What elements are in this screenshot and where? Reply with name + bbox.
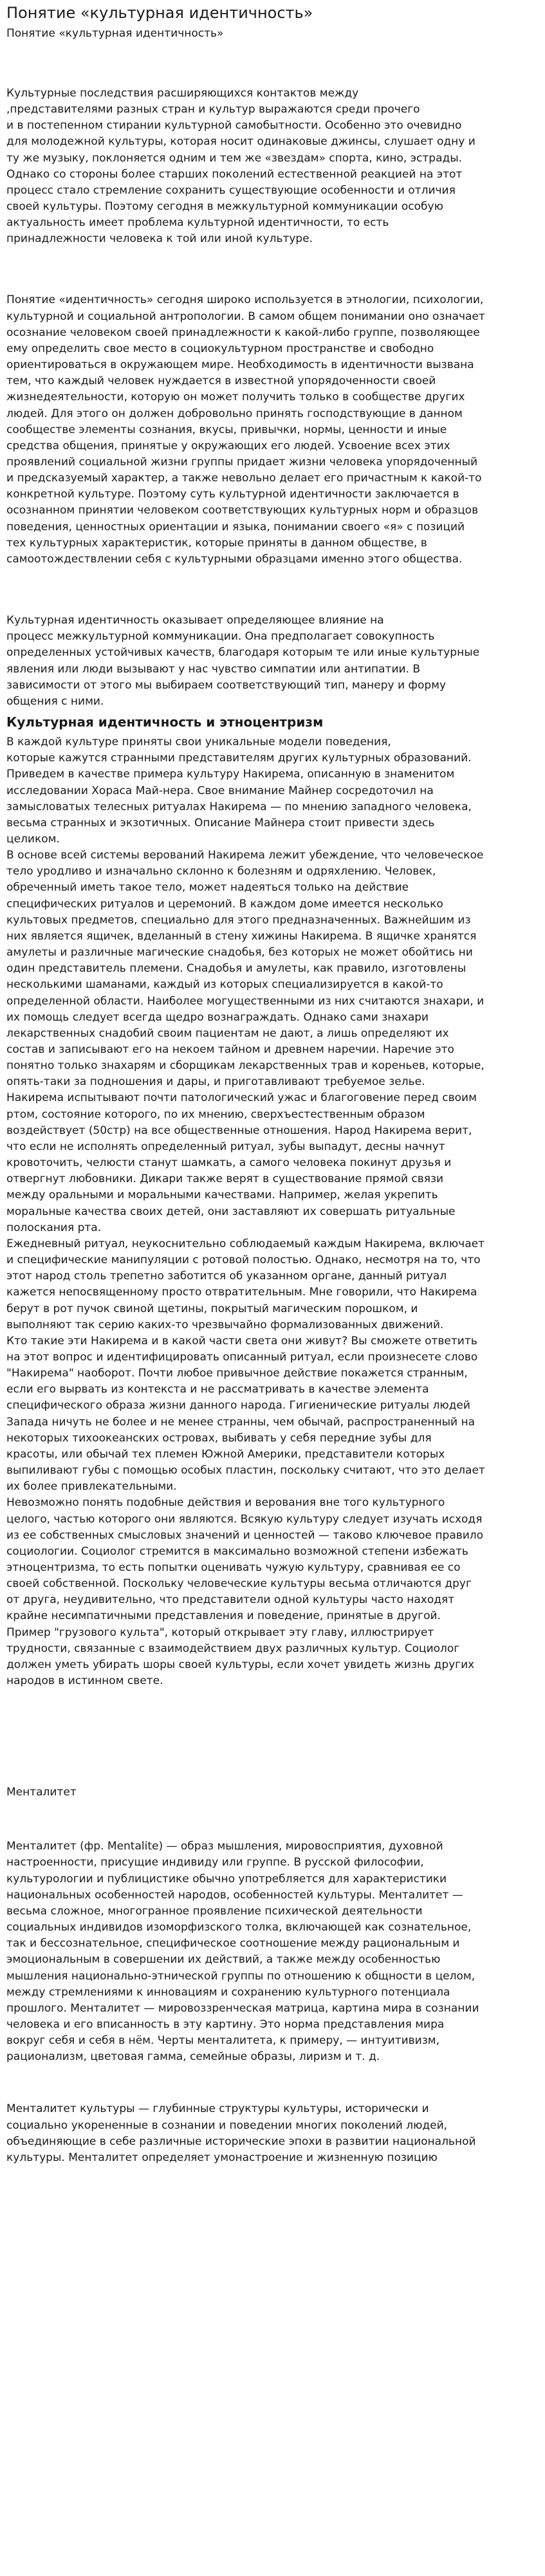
paragraph-nacirema: В каждой культуре приняты свои уникальные модели поведения, которые кажутся странными представителям других культурных образований. Приведем в качестве примера культуру Накирема, описанную в знаменитом исследовании Хораса Май-нера. Свое внимание Майнер сосредоточил на замысловатых телесных ритуалах Накирема — по мнению западного человека, весьма странных и экзотичных. Описание Майнера стоит привести здесь целиком. В основе всей системы верований Накирема лежит убеждение, что человеческое тело уродливо и изначально склонно к болезням и одряхлению. Человек, обреченный иметь такое тело, может надеяться только на действие специфических ритуалов и церемоний. В каждом доме имеется несколько культовых предметов, специально для этого предназначенных. Важнейшим из них является ящичек, вделанный в стену хижины Накирема. В ящичке хранятся амулеты и различные магические снадобья, без которых не может обойтись ни один представитель племени. Снадобья и амулеты, как правило, изготовлены несколькими шаманами, каждый из которых специализируется в какой-то определенной области. Наиболее могущественными из них считаются знахари, и их помощь следует всегда щедро вознаграждать. Однако сами знахари лекарственных снадобий своим пациентам не дают, а лишь определяют их состав и записывают его на некоем тайном и древнем наречии. Наречие это понятно только знахарям и сборщикам лекарственных трав и кореньев, которые, опять-таки за подношения и дары, и приготавливают требуемое зелье. Накирема испытывают почти патологический ужас и благоговение перед своим ртом, состояние которого, по их мнению, сверхъестественным образом воздействует (50стр) на все общественные отношения. Народ Накирема верит, что если не исполнять определенный ритуал, зубы выпадут, десны начнут кровоточить, челюсти станут шамкать, а самого человека покинут друзья и отвергнут любовники. Дикари также верят в существование прямой связи между оральными и моральными качествами. Например, желая укрепить моральные качества своих детей, они заставляют их совершать ритуальные полоскания рта. Ежедневный ритуал, неукоснительно соблюдаемый каждым Накирема, включает и специфические манипуляции с ротовой полостью. Однако, несмотря на то, что этот народ столь трепетно заботится об указанном органе, данный ритуал кажется непосвященному просто отвратительным. Мне говорили, что Накирема берут в рот пучок свиной щетины, покрытый магическим порошком, и выполняют так серию каких-то чрезвычайно формализованных движений. Кто такие эти Накирема и в какой части света они живут? Вы сможете ответить на этот вопрос и идентифицировать описанный ритуал, если произнесете слово "Накирема" наоборот. Почти любое привычное действие покажется странным, если его вырвать из контекста и не рассматривать в качестве элемента специфического образа жизни данного народа. Гигиенические ритуалы людей Запада ничуть не более и не менее странны, чем обычай, распространенный на некоторых тихоокеанских островах, выбивать у себя передние зубы для красоты, или обычай тех племен Южной Америки, представители которых выпиливают губы с помощью особых пластин, поскольку считают, что это делает их более привлекательными. Невозможно понять подобные действия и верования вне того культурного целого, частью которого они являются. Всякую культуру следует изучать исходя из ее собственных смысловых значений и ценностей — таково ключевое правило социологии. Социолог стремится в максимально возможной степени избежать этноцентризма, то есть попытки оценивать чужую культуру, сравнивая ее со своей собственной. Поскольку человеческие культуры весьма отличаются друг от друга, неудивительно, что представители одной культуры часто находят крайне несимпатичными представления и поведение, принятые в другой. Пример "грузового культа", который открывает эту главу, иллюстрирует трудности, связанные с взаимодействием двух различных культур. Социолог должен уметь убирать шоры своей культуры, если хочет увидеть жизнь других народов в истинном свете. [6,736,485,1688]
paragraph-mentalitet-definition: Менталитет (фр. Mentalite) — образ мышления, мировосприятия, духовной настроенности, присущие индивиду или группе. В русской философии, культурологии и публицистике обычно употребляется для характеристики национальных особенностей народов, особенностей культуры. Менталитет — весьма сложное, многогранное проявление психической деятельности социальных индивидов изоморфизского толка, включающей как сознательное, так и бессознательное, специфическое соотношение между рациональным и эмоциональным в совершении их действий, а также между особенностью мышления национально-этнической группы по отношению к общности в целом, между стремлениями к инновациям и сохранению культурного потенциала прошлого. Менталитет — мировоззренческая матрица, картина мира в сознании человека и его вписанность в эту картину. Это норма представления мира вокруг себя и себя в нём. Черты менталитета, к примеру, — интуитивизм, рационализм, цветовая гамма, семейные образы, лиризм и т. д. [6,1840,479,2064]
paragraph-mentalitet-culture: Менталитет культуры — глубинные структуры культуры, исторически и социально укорененные в сознании и поведении многих поколений людей, объединяющие в себе различные исторические эпохи в развитии национальной культуры. Менталитет определяет умонастроение и жизненную позицию [6,2102,476,2164]
paragraph-identity-concept: Понятие «идентичность» сегодня широко используется в этнологии, психологии, культурной и социальной антропологии. В самом общем понимании оно означает осознание человеком своей принадлежности к какой-либо группе, позволяющее ему определить свое место в социокультурном пространстве и свободно ориентироваться в окружающем мире. Необходимость в идентичности вызвана тем, что каждый человек нуждается в известной упорядоченности своей жизнедеятельности, которую он может получить только в сообществе других людей. Для этого он должен добровольно принять господствующие в данном сообществе элементы сознания, вкусы, привычки, нормы, ценности и иные средства общения, принятые у окружающих его людей. Усвоение всех этих проявлений социальной жизни группы придает жизни человека упорядоченный и предсказуемый характер, а также невольно делает его причастным к какой-то конкретной культуре. Поэтому суть культурной идентичности заключается в осознанном принятии человеком соответствующих культурных норм и образцов поведения, ценностных ориентации и языка, понимании своего «я» с позиций тех культурных характеристик, которые приняты в данном обществе, в самоотождествлении себя с культурными образцами именно этого общества. [6,293,485,566]
paragraph-cultural-consequences: Культурные последствия расширяющихся контактов между ,представителями разных стран и культур выражаются среди прочего и в постепенном стирании культурной самобытности. Особенно это очевидно для молодежной культуры, которая носит одинаковые джинсы, слушает одну и ту же музыку, поклоняется одним и тем же «звездам» спорта, кино, эстрады. Однако со стороны более старших поколений естественной реакцией на этот процесс стало стремление сохранить существующие особенности и отличия своей культуры. Поэтому сегодня в межкультурной коммуникации особую актуальность имеет проблема культурной идентичности, то есть принадлежности человека к той или иной культуре. [6,86,476,246]
section-heading-ethnocentrism: Культурная идентичность и этноцентризм [6,714,324,730]
document-subtitle: Понятие «культурная идентичность» [6,26,224,40]
paragraph-identity-influence: Культурная идентичность оказывает определяющее влияние на процесс межкультурной коммуникации. Она предполагает совокупность определенных устойчивых качеств, благодаря которым те или иные культурные явления или люди вызывают у нас чувство симпатии или антипатии. В зависимости от этого мы выбираем соответствующий тип, манеру и форму общения с ними. [6,614,480,708]
document-title: Понятие «культурная идентичность» [6,4,313,22]
section-heading-mentalitet: Менталитет [6,1786,77,1799]
